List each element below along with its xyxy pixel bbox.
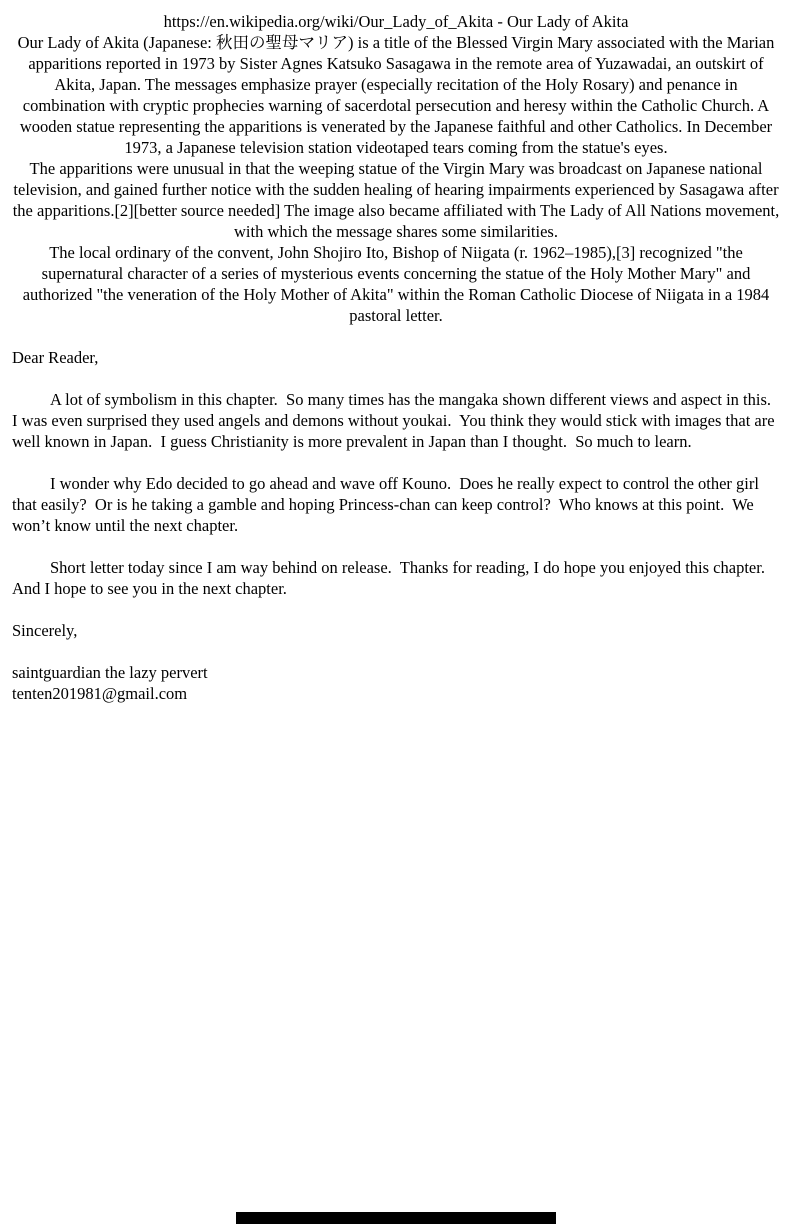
bottom-black-bar <box>236 1212 556 1224</box>
letter-paragraph-2: I wonder why Edo decided to go ahead and wave off Kouno. Does he really expect to control the other girl that easily? Or is he taking a gamble and hoping Princess-chan can keep control? Who knows at this point. We won’t know until the next chapter. <box>12 474 764 535</box>
wiki-paragraph-2: The apparitions were unusual in that the weeping statue of the Virgin Mary was broadcast on Japanese national television, and gained further notice with the sudden healing of hearing impairments experienced by Sasagawa after the apparitions.[2][better source needed] The image also became affiliated with The Lady of All Nations movement, with which the message shares some similarities. <box>12 159 780 241</box>
wiki-paragraph-1: Our Lady of Akita (Japanese: 秋田の聖母マリア) is a title of the Blessed Virgin Mary associated with the Marian apparitions reported in 1973 by Sister Agnes Katsuko Sasagawa in the remote area of Yuzawadai, an outskirt of Akita, Japan. The messages emphasize prayer (especially recitation of the Holy Rosary) and penance in combination with cryptic prophecies warning of sacerdotal persecution and heresy within the Catholic Church. A wooden statue representing the apparitions is venerated by the Japanese faithful and other Catholics. In December 1973, a Japanese television station videotaped tears coming from the statue's eyes. <box>17 33 775 157</box>
letter-salutation: Dear Reader, <box>12 348 99 367</box>
email-address: tenten201981@gmail.com <box>12 684 188 703</box>
letter-signature: saintguardian the lazy pervert <box>12 663 208 682</box>
reader-letter <box>12 347 780 704</box>
wiki-excerpt <box>12 32 780 326</box>
source-url-line: https://en.wikipedia.org/wiki/Our_Lady_of_Akita - Our Lady of Akita <box>163 12 629 31</box>
letter-closing: Sincerely, <box>12 621 78 640</box>
wiki-paragraph-3: The local ordinary of the convent, John Shojiro Ito, Bishop of Niigata (r. 1962–1985),[3] recognized "the supernatural character of a series of mysterious events concerning the statue of the Holy Mother Mary" and authorized "the veneration of the Holy Mother of Akita" within the Roman Catholic Diocese of Niigata in a 1984 pastoral letter. <box>22 243 770 325</box>
letter-paragraph-1: A lot of symbolism in this chapter. So many times has the mangaka shown different views and aspect in this. I was even surprised they used angels and demons without youkai. You think they would stick with images that are well known in Japan. I guess Christianity is more prevalent in Japan than I thought. So much to learn. <box>12 390 780 451</box>
letter-paragraph-3: Short letter today since I am way behind on release. Thanks for reading, I do hope you enjoyed this chapter. And I hope to see you in the next chapter. <box>12 558 773 598</box>
